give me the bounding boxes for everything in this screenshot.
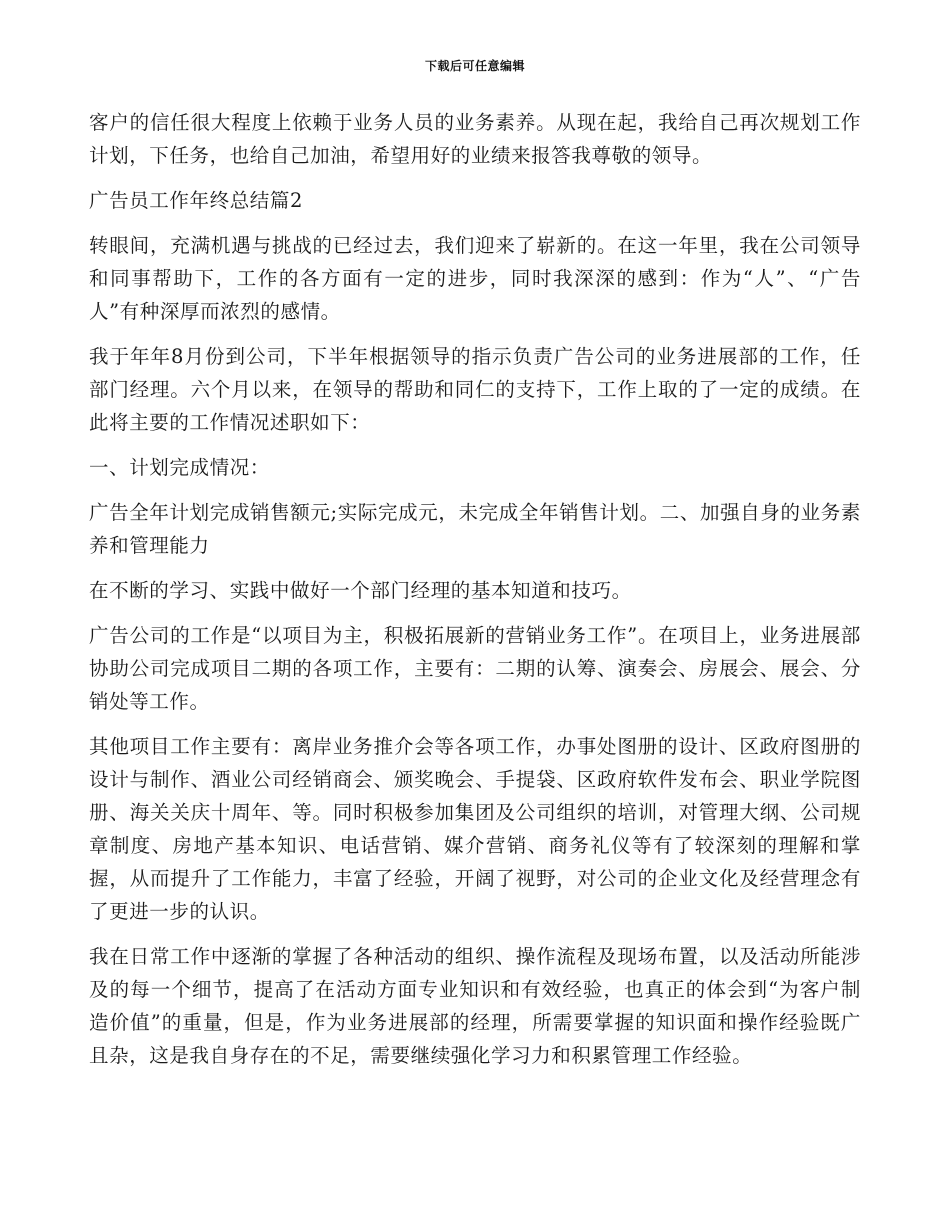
paragraph-8: 我在日常工作中逐渐的掌握了各种活动的组织、操作流程及现场布置，以及活动所能涉及的每一个细节，提高了在活动方面专业知识和有效经验，也真正的体会到“为客户制造价值”的重量，但是，作为业务进展部的经理，所需要掌握的知识面和操作经验既广且杂，这是我自身存在的不足，需要继续强化学习力和积累管理工作经验。 (89, 945, 861, 1067)
paragraph-1: 客户的信任很大程度上依赖于业务人员的业务素养。从现在起，我给自己再次规划工作计划，下任务，也给自己加油，希望用好的业绩来报答我尊敬的领导。 (89, 111, 861, 167)
header-note: 下载后可任意编辑 (424, 59, 525, 73)
paragraph-3: 我于年年8月份到公司，下半年根据领导的指示负责广告公司的业务进展部的工作，任部门经理。六个月以来，在领导的帮助和同仁的支持下，工作上取的了一定的成绩。在此将主要的工作情况述职如下： (89, 345, 861, 434)
paragraph-7: 其他项目工作主要有：离岸业务推介会等各项工作，办事处图册的设计、区政府图册的设计与制作、酒业公司经销商会、颁奖晚会、手提袋、区政府软件发布会、职业学院图册、海关关庆十周年、等。同时积极参加集团及公司组织的培训，对管理大纲、公司规章制度、房地产基本知识、电话营销、媒介营销、商务礼仪等有了较深刻的理解和掌握，从而提升了工作能力，丰富了经验，开阔了视野，对公司的企业文化及经营理念有了更进一步的认识。 (89, 735, 861, 923)
document-body (89, 106, 861, 1084)
paragraph-4: 广告全年计划完成销售额元;实际完成元，未完成全年销售计划。二、加强自身的业务素养和管理能力 (89, 501, 861, 557)
section-heading: 广告员工作年终总结篇2 (89, 189, 304, 212)
paragraph-2: 转眼间，充满机遇与挑战的已经过去，我们迎来了崭新的。在这一年里，我在公司领导和同事帮助下，工作的各方面有一定的进步，同时我深深的感到：作为“人”、“广告人”有种深厚而浓烈的感情。 (89, 234, 861, 323)
paragraph-5: 在不断的学习、实践中做好一个部门经理的基本知道和技巧。 (89, 579, 632, 602)
subheading-plan-completion: 一、计划完成情况： (89, 456, 270, 479)
paragraph-6: 广告公司的工作是“以项目为主，积极拓展新的营销业务工作”。在项目上，业务进展部协助公司完成项目二期的各项工作，主要有：二期的认筹、演奏会、房展会、展会、分销处等工作。 (89, 624, 861, 713)
